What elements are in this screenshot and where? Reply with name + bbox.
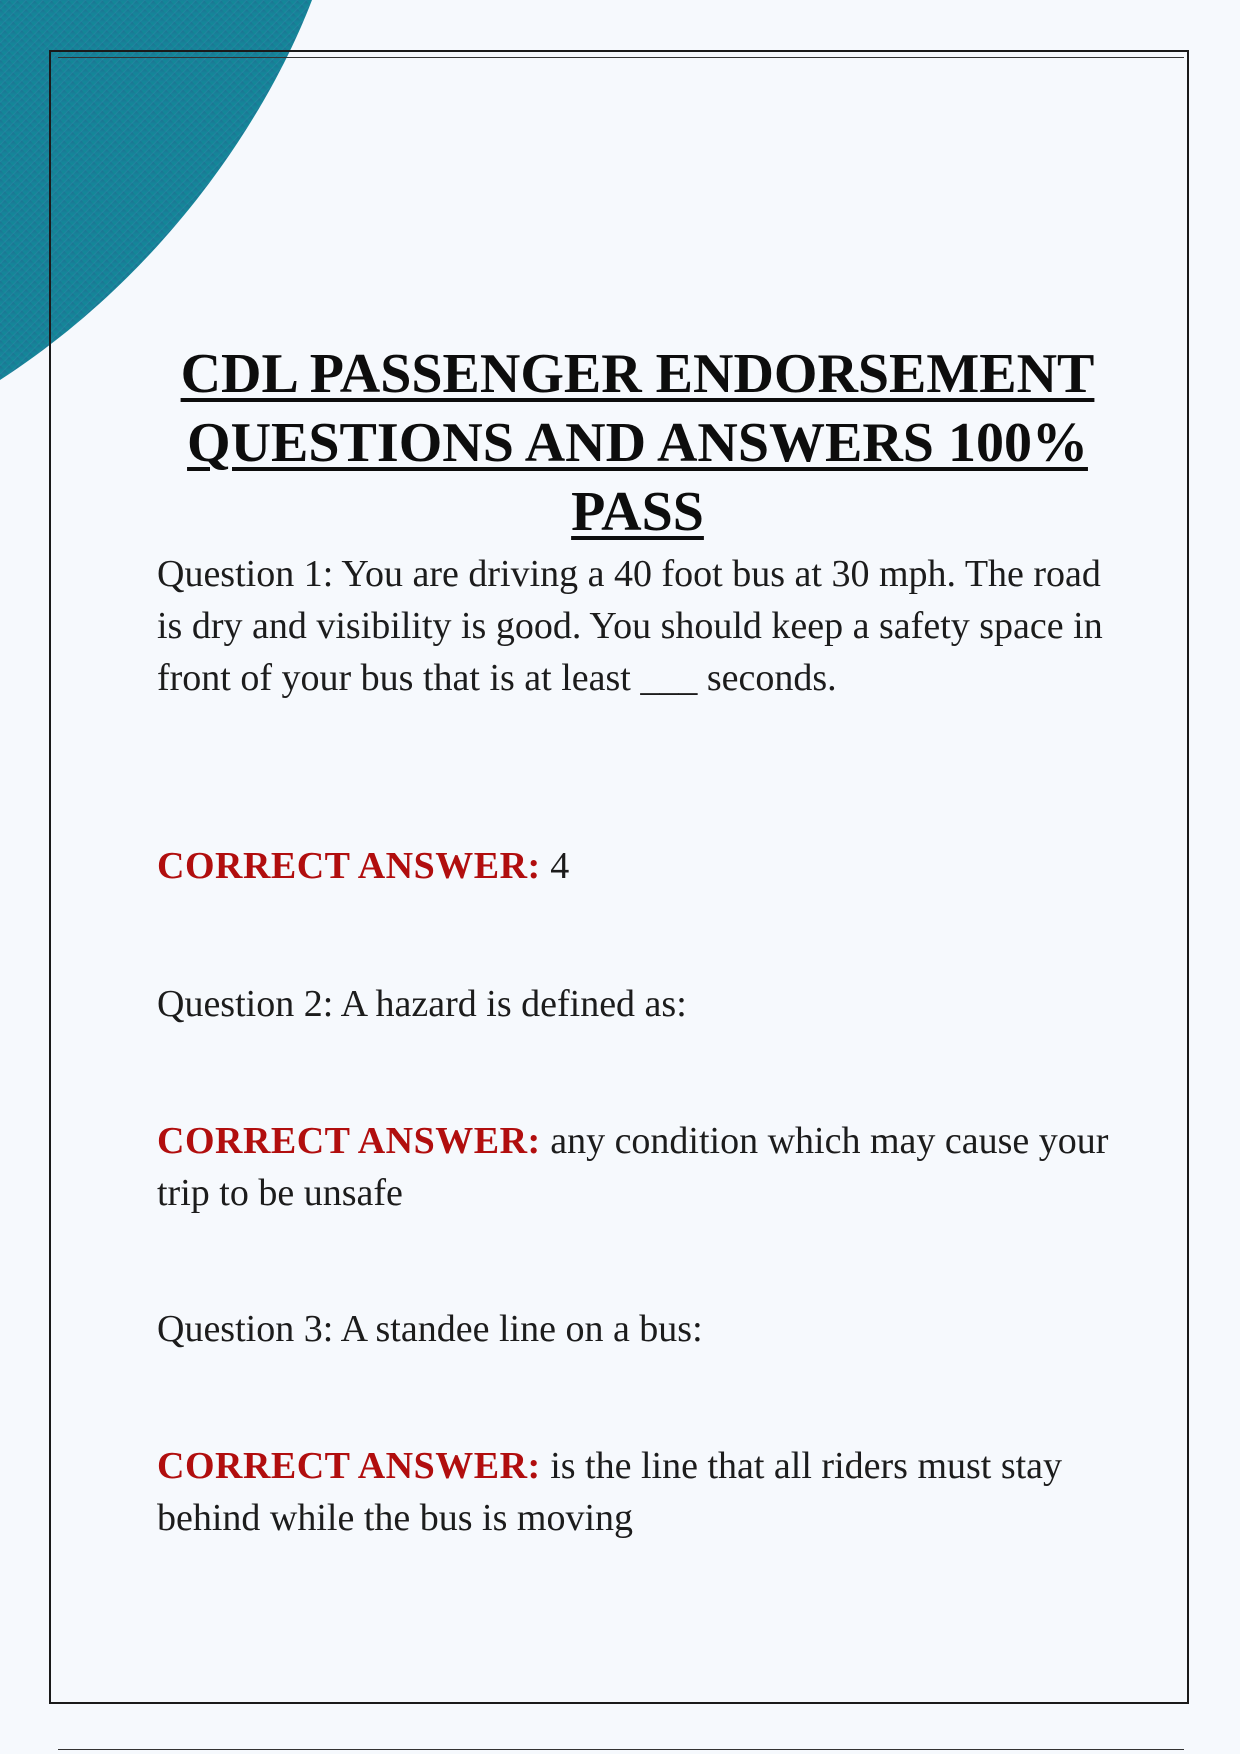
question-2: Question 2: A hazard is defined as: bbox=[157, 983, 687, 1025]
answer-2-text: any condition which may cause your trip to be unsafe bbox=[157, 1120, 1109, 1214]
answer-1 bbox=[157, 840, 1132, 892]
document-title-text: CDL PASSENGER ENDORSEMENT QUESTIONS AND ANSWERS 100% PASS bbox=[180, 343, 1095, 543]
answer-label: CORRECT ANSWER: bbox=[157, 1445, 541, 1487]
answer-3-text: is the line that all riders must stay behind while the bus is moving bbox=[157, 1445, 1063, 1539]
answer-label: CORRECT ANSWER: bbox=[157, 1120, 541, 1162]
header-rule bbox=[58, 57, 1184, 58]
footer-rule bbox=[58, 1749, 1184, 1750]
answer-label: CORRECT ANSWER: bbox=[157, 845, 541, 887]
question-3: Question 3: A standee line on a bus: bbox=[157, 1308, 703, 1350]
answer-1-text: 4 bbox=[550, 845, 570, 887]
document-title bbox=[150, 340, 1125, 547]
question-1: Question 1: You are driving a 40 foot bus at 30 mph. The road is dry and visibility is good. You should keep a safety space in front of your bus that is at least ___ seconds. bbox=[157, 553, 1103, 699]
answer-2 bbox=[157, 1115, 1132, 1219]
answer-3 bbox=[157, 1440, 1132, 1544]
